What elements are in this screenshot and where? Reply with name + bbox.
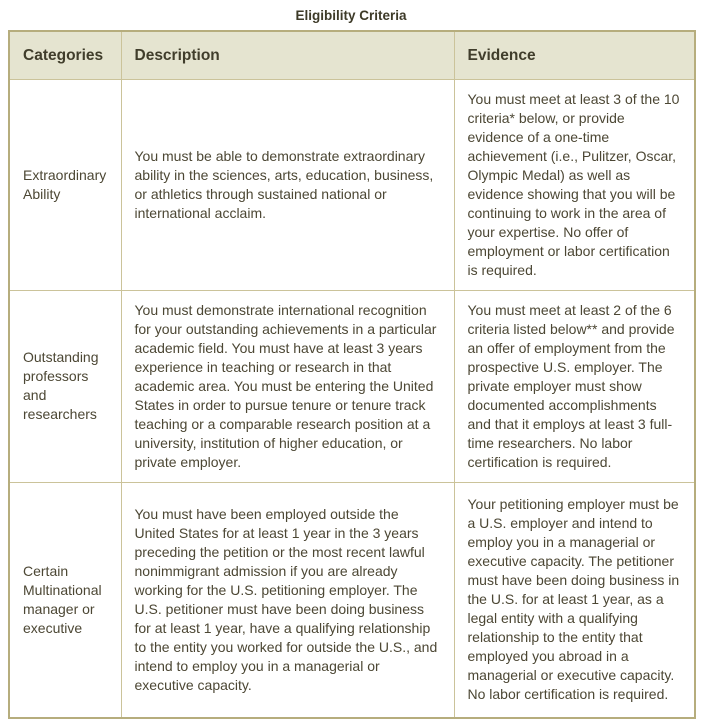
table-row-outstanding-professors: [9, 290, 695, 482]
category-cell: Certain Multinational manager or executive: [9, 483, 121, 718]
table-row-multinational-manager: [9, 483, 695, 718]
header-row: [9, 31, 695, 79]
header-cell-evidence: Evidence: [454, 31, 695, 79]
eligibility-criteria-table: [8, 30, 696, 719]
category-cell: Extraordinary Ability: [9, 79, 121, 290]
header-cell-categories: Categories: [9, 31, 121, 79]
evidence-cell: You must meet at least 3 of the 10 criteria* below, or provide evidence of a one-time achievement (i.e., Pulitzer, Oscar, Olympic Medal) as well as evidence showing that you will be continuing to work in the area of your expertise. No offer of employment or labor certification is required.: [454, 79, 695, 290]
description-cell: You must demonstrate international recognition for your outstanding achievements in a particular academic field. You must have at least 3 years experience in teaching or research in that academic area. You must be entering the United States in order to pursue tenure or tenure track teaching or a comparable research position at a university, institution of higher education, or private employer.: [121, 290, 454, 482]
evidence-cell: Your petitioning employer must be a U.S. employer and intend to employ you in a managerial or executive capacity. The petitioner must have been doing business in the U.S. for at least 1 year, as a legal entity with a qualifying relationship to the entity that employed you abroad in a managerial or executive capacity. No labor certification is required.: [454, 483, 695, 718]
header-cell-description: Description: [121, 31, 454, 79]
description-cell: You must have been employed outside the United States for at least 1 year in the 3 years preceding the petition or the most recent lawful nonimmigrant admission if you are already working for the U.S. petitioning employer. The U.S. petitioner must have been doing business for at least 1 year, have a qualifying relationship to the entity you worked for outside the U.S., and intend to employ you in a managerial or executive capacity.: [121, 483, 454, 718]
table-row-extraordinary-ability: [9, 79, 695, 290]
category-cell: Outstanding professors and researchers: [9, 290, 121, 482]
evidence-cell: You must meet at least 2 of the 6 criteria listed below** and provide an offer of employment from the prospective U.S. employer. The private employer must show documented accomplishments and that it employs at least 3 full-time researchers. No labor certification is required.: [454, 290, 695, 482]
description-cell: You must be able to demonstrate extraordinary ability in the sciences, arts, education, business, or athletics through sustained national or international acclaim.: [121, 79, 454, 290]
table-title: Eligibility Criteria: [295, 8, 407, 23]
